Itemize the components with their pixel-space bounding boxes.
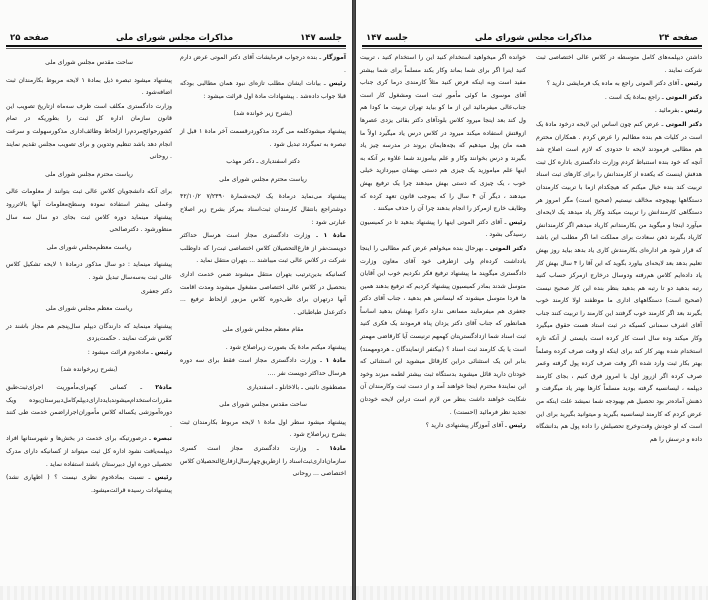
section-heading: ساحت مقدس مجلس شورای ملی: [45, 59, 133, 66]
paragraph-text: ـ بهرحال بنده میخواهم عرض کنم مطالبی را اینجا یادداشت کرده‌ام ولی ازطرفی خود آقای معاون وزارت دادگستری میگویند ما پیشنهاد ترفیع فکر نکردیم خوب این آقایان متوسل شدند بمادر کمیسیون پیشنهاد کردیم که ترفیع بدهند همین ها فردا متوسل میشوند که لیسانس هم بدهید ، جناب آقای دکتر جعفری هم میفرمایند مسانعی ندارد دکترا بهشان بدهید اساساً همانطور که جناب آقای دکتر یزدان پناه فرمودند یک فکری کنید ثبت اسناد شما ازدادگستریتان کهمهم ترنیست آیا کارقاضی مهمتر است یا یک کارمند ثبت اسناد ؟ (بیکتفر ازنمایندگان ـ هردومهمند) بنابر این یک استثنائی دراین کارقائل میشوید این استثنائی که خودتان دارید قائل میشوید بدستگاه ثبت بیشتر لطمه میزند وخود این نمایندهٔ محترم اینجا خواهند آمد و از دست ثبت وکارمندان آن شکایت خواهند داشت بنظر من لازم است دراین لایحه خودتان تجدید نظر فرمائید (احسنت) .: [360, 244, 526, 416]
paragraph-text: ـ کسانی کهبرای‌مأموریت اجرای‌ثبت‌طبق مقررات‌استخدام‌میشوند‌باید‌دارای‌دیپلم‌کامل‌دبیرستان‌بوده ویک دوره‌آموزشی یکساله کلاس مأموران‌اجرا‌را‌ضمن خدمت طی کنند .: [6, 384, 172, 429]
section-heading: ریاست محترم مجلس شورای ملی: [219, 175, 307, 183]
paragraph: [360, 420, 526, 433]
speaker-name: مادهٔ۲: [155, 384, 172, 392]
paragraph-text: ـ راجع بمادهٔ یک است .: [604, 93, 666, 101]
paragraph: [6, 382, 172, 432]
section-heading: ریاست معظم‌مجلس شورای ملی: [46, 243, 132, 251]
paragraph: [536, 92, 702, 105]
paragraph-text: ـ بیانات ایشان مطلب تازه‌ای نبود همان مطالبی بودکه قبلا جواب داده‌شد . پیشنهادات مادهٔ اول قرائت میشود :: [180, 80, 346, 100]
session-number: جلسه ۱۴۷: [366, 33, 408, 43]
header-rule: [362, 45, 702, 47]
paragraph: [360, 243, 526, 419]
paragraph: [6, 259, 172, 284]
paragraph: [180, 382, 346, 395]
paragraph: [180, 78, 346, 103]
paragraph: [6, 433, 172, 471]
paragraph-text: ـ عرض کنم چون اساس این لایحه درخود مادهٔ یک است در کلیات هم بنده مطالبم را عرض کردم . همکاران محترم هم مطالبی فرمودند لایحه تا حدودی که لازم است اصلاح شد آنچه که خود بنده استنباط کردم وزارت دادگستری باداره کل ثبت هدفش اینست که یکعده از کارمندانش را برای کارهای ثبت اسناد تربیت کند بنده خیال میکنم که هیچکدام ازما با تربیت کارمندان دستگاهها بهیچوجه مخالف نیستیم (صحیح است) مگر امروز هر دستگاهی کارمندانش را تربیت میکند وکار یاد میدهد یک لایحه‌ای میآورد اینجا و میگوید من بکارمندانم کاریاد میدهم اگر کارمندانش کاریاد بگیرند ذهن سعادت برای مملکت اما اگر مطلب این باشد که قرار شود هر اداره‌ای بکارمندش کاری یاد بدهد بیاید روز بهش تعلیم بدهد بعد لایحه‌ای بیاورد بگوید که این آقا را ۴ سال بهش کار یاد داده‌ایم کلاس هم‌رفته ودوسال درخارج ازمرکز حساب کنید رتبه بدهید دو تا رتبه هم بدهید بنظر بنده این کار صحیح نیست (صحیح است) دستگاههای اداری ما موظفند اولا کارمند خوب بگیرند بعد اگر کارمند خوب گرفتند این کارمند را تربیت کنند جناب آقای اشرف سمنانی کسیکه در ثبت استاد هست حقوق میگیرد وکار میکند وده سال است کار کرده است بایستی از آنکه تازه استخدام شده بهتر کار کند برای اینکه او وقت صرف کرده وصلماً بهتر بکار ثبت وارد شده اگر وقت صرف کرده پول گرفته وعمر صرف کرده اگر ازروز اول با امروز فرق کنیم ، بجای کارمند دیپلمه ، لیسانسیه گرفته بودید مسلماً کارها بهتر یاد میگرفت و ذهنش آماده‌تر بود تحصیل هم بهبودجه شما نمیشد علت اینکه من عرض کردم که کارمند لیسانسیه بگیرید و میتوانید بگیرید برای این است که او خودش وقت‌وخرج تحصیلش را داده پول هم بدانشگاه داده و درسش را هم: [536, 120, 702, 443]
session-number: جلسه ۱۴۷: [300, 33, 342, 43]
text-column-right: [180, 52, 346, 482]
paragraph-text: ـ بفرمائید .: [654, 107, 685, 115]
paragraph: [180, 269, 346, 319]
scan-edge: [0, 586, 352, 600]
page-header: [366, 29, 698, 43]
left-page: [0, 0, 352, 600]
text-column-left: [6, 52, 172, 498]
paragraph-text: پیشنهاد میشود سطر اول مادهٔ ۱ لایحه مربوط بکارمندان ثبت بشرح زیراصلاح شود .: [180, 418, 347, 439]
paragraph: [180, 191, 346, 229]
paragraph: [180, 230, 346, 268]
paragraph: [6, 347, 172, 360]
section-heading: ریاست محترم مجلس شورای ملی: [45, 170, 133, 178]
paragraph-text: دکتر جعفری: [140, 287, 172, 295]
paragraph: [6, 321, 172, 346]
speaker-name: دکتر الموتی: [489, 244, 527, 252]
paragraph: [180, 342, 346, 355]
paragraph: [180, 355, 346, 380]
paragraph-text: مصطفوی نائینی ـ بالاخانلو ـ اسفندیاری: [246, 383, 346, 391]
speaker-name: رئیس: [508, 218, 526, 226]
speaker-name: مادهٔ۱: [329, 445, 346, 453]
speaker-name: تبصره: [153, 435, 172, 443]
speaker-name: دکتر الموتی: [665, 93, 702, 101]
paragraph: [6, 472, 172, 497]
paragraph-text: خوانده اگر میخواهید استخدام کنید این را استخدام کنید ، تربیت کنید اینرا اگر برای شما بماند وکار بکند مسلماً برای شما بیشتر مفید است وبه اینکه فرض کنید مثلاً کارمندی درما کری جناب آقای موسوی ما کوئی مأمور ثبت است ومشغول کار است جناب‌عالی میفرمائید این از ما کو بیاید تهران تربیت ما کودا هم ول کند بعد اینجا میرود کلاس بلودآقای دکتر بقائی یزدی عصرها ازوقتش استفاده میکند میرود در کلاس درس یاد میگیرد اولاً ما همه مان پول میدهیم که بچه‌هایمان بروند در مدرسه چیز یاد بگیرند و درس بخوانند وکار و علم بیاموزند شما علاوه بر آنکه به اینها علم میاموزید یک چیزی هم دستی بهشان میپردازید خیلی خوب ، یک چیزی که دستی بهش میدهند چرا یک ترفیع بهش میدهند ، دیگر آن ۴ سال را که بموجب قانون تعهد کرده که وظایف خارج ازمرکز را انجام بدهند چرا آن را حذف میکنند .: [360, 54, 526, 213]
paragraph-text: پیشنهاد میکنم مادهٔ یک بصورت زیراصلاح شود .: [225, 343, 346, 351]
speaker-name: دکتر الموتی: [665, 120, 702, 128]
header-rule-thin: [6, 48, 346, 49]
speaker-name: آموزگار: [323, 54, 346, 61]
paragraph-text: داشتن دیپلمه‌های کامل متوسطه در کلاس عالی اختصاصی ثبت شرکت نمایند .: [536, 54, 702, 74]
paragraph: [6, 101, 172, 164]
speaker-name: مادهٔ ۱: [325, 357, 346, 365]
journal-title: مذاکرات مجلس شورای ملی: [474, 33, 593, 43]
speaker-name: رئیس: [154, 348, 172, 356]
page-header: [10, 29, 342, 43]
section-heading: مقام معظم مجلس شورای ملی: [222, 326, 304, 334]
paragraph: [536, 78, 702, 91]
speaker-name: رئیس: [328, 80, 346, 88]
text-column-right: [536, 52, 702, 447]
section-heading: ساحت مقدس مجلس شورای ملی: [219, 401, 307, 409]
page-number: صفحه ۲۵: [10, 33, 49, 43]
paragraph-text: برای آنکه دانشجویان کلاس عالی ثبت بتوانند از معلومات عالی وعملی بیشتر استفاده نموده وسطح‌معلومات آنها بالاتررود پیشنهاد مینماید دوره کلاس ثبت بجای دو سال سه سال منظورشود . دکترصالحی: [6, 188, 172, 234]
right-page: [356, 0, 708, 600]
paragraph-text: ـ آقای دکتر الموتی راجع به ماده یک فرمایشی دارید ؟: [546, 80, 685, 88]
speaker-name: رئیس: [154, 474, 172, 482]
paragraph: [6, 75, 172, 100]
paragraph: [6, 286, 172, 299]
paragraph-text: پیشنهاد مینماید : دو سال مذکور درمادهٔ ۱ لایحه تشکیل کلاس عالی ثبت به‌سه‌سال تبدیل شود .: [6, 261, 172, 281]
speaker-name: رئیس: [508, 422, 526, 430]
paragraph-text: ـ آقای آموزگار پیشنهادی دارید ؟: [425, 422, 509, 430]
speaker-name: رئیس: [684, 80, 702, 88]
section-heading: (بشرح زیر خوانده شد): [233, 110, 293, 118]
text-column-left: [360, 52, 526, 434]
journal-title: مذاکرات مجلس شورای ملی: [115, 33, 234, 43]
paragraph-text: پیشنهاد میشود تبصره ذیل بمادهٔ ۱ لایحه مربوط بکارمندان ثبت اضافه‌شود .: [6, 76, 172, 97]
paragraph-text: ـ وزارت دادگستری مجاز است فقط برای سه دوره هرسال حداکثر دویست نفر ....: [180, 357, 346, 378]
paragraph: [360, 217, 526, 242]
paragraph-text: ـ نسبت بمادهٔ‌دوم نظری نیست ؟ ( اظهاری نشد) پیشنهادات رسیده قرائت‌میشود.: [6, 474, 172, 494]
header-rule-thin: [362, 48, 702, 49]
paragraph-text: وزارت دادگستری مکلف است ظرف سه‌ماه ازتاریخ تصویب این قانون سازمان اداره کل ثبت را بطوریکه در تمام کشورحوائج‌مردم‌را ازلحاظ وظائف‌اداری مذکورسهولت و سرعت انجام‌ دهد باشد تنظیم وتدوین و برای تصویب مجلس تقدیم نمایند . روحانی: [6, 102, 172, 161]
paragraph-text: پیشنهاد مینماید که دارندگان دیپلم سال‌پنجم هم مجاز باشند در کلاس شرکت نمایند . حکمت‌یزدی: [6, 322, 172, 343]
paragraph-text: ـ وزارت دادگستری مجاز است هرسال حداکثر دویست‌نفر از فارغ‌التحصیلان کلاس اختصاصی ثبت‌را که داوطلب شرکت در کلاس عالی ثبت میباشند ... بتهران منتقل نماید .: [180, 232, 346, 265]
paragraph-text: ـ بنده درجواب فرمایشات آقای دکتر الموتی عرض دارم .: [180, 54, 346, 74]
page-number: صفحه ۲۴: [659, 33, 698, 43]
speaker-name: مادهٔ ۱: [323, 232, 346, 240]
section-heading: (بشرح زیرخوانده شد): [60, 366, 118, 374]
paragraph: [180, 443, 346, 481]
paragraph: [180, 417, 346, 442]
paragraph: [536, 52, 702, 77]
paragraph: [536, 119, 702, 446]
paragraph-text: ـ آقای دکتر الموتی اینها را پیشنهاد بدهید تا در کمیسیون رسیدگی بشود .: [360, 218, 526, 239]
paragraph-text: کسانیکه بدین‌ترتیب بتهران منتقل میشوند ضمن خدمت اداری بتحصیل در کلاس عالی اختصاصی مشغول میشوند ومدت اقامت آنها درتهران برای طی‌دوره کلاس مزبور ازلحاظ ترفیع ... دکترعدل طباطبائی .: [180, 270, 346, 316]
paragraph: [6, 186, 172, 236]
speaker-name: رئیس: [684, 107, 702, 115]
section-heading: دکتر اسفندیاری ـ دکتر مهذب: [226, 158, 300, 166]
paragraph-text: پیشنهاد می‌نماید درمادهٔ یک لایحه‌شمارهٔ ۷/۲۳۹۰ ۴۲/۱۰/۲ دوشتراجع بانتقال کارمندان ثبت‌اسناد بمرکز بشرح زیر اصلاح عبارتی شود :: [180, 193, 347, 226]
paragraph: [536, 105, 702, 118]
paragraph: [180, 52, 346, 77]
paragraph-text: پیشنهاد میشودکلمه می گردد مذکوردرقسمت آخر مادهٔ ۱ قبل از تبصره به تمیگردد تبدیل شود .: [180, 127, 346, 148]
scan-edge: [356, 586, 708, 600]
paragraph: [360, 52, 526, 216]
paragraph-text: ـ درصورتیکه برای خدمت در بخش‌ها و شهرستانها افراد دیپلمه‌یافت نشود اداره کل ثبت میتواند از کسانیکه دارای مدرک تحصیلی دوره اول دبیرستان باشند استفاده نماید .: [6, 435, 172, 468]
header-rule: [6, 45, 346, 47]
section-heading: ریاست معظم مجلس شورای ملی: [45, 305, 133, 313]
paragraph-text: ـ وزارت دادگستری مجاز است کسری سازمان‌اداری‌ثبت‌اسناد را ازطریق‌چهارسال‌ازفارغ‌التحصیلان کلاس اختصاصی ... روحانی: [180, 445, 346, 478]
paragraph-text: ـ مادهٔ‌دوم قرائت میشود :: [87, 348, 155, 356]
paragraph: [180, 126, 346, 151]
